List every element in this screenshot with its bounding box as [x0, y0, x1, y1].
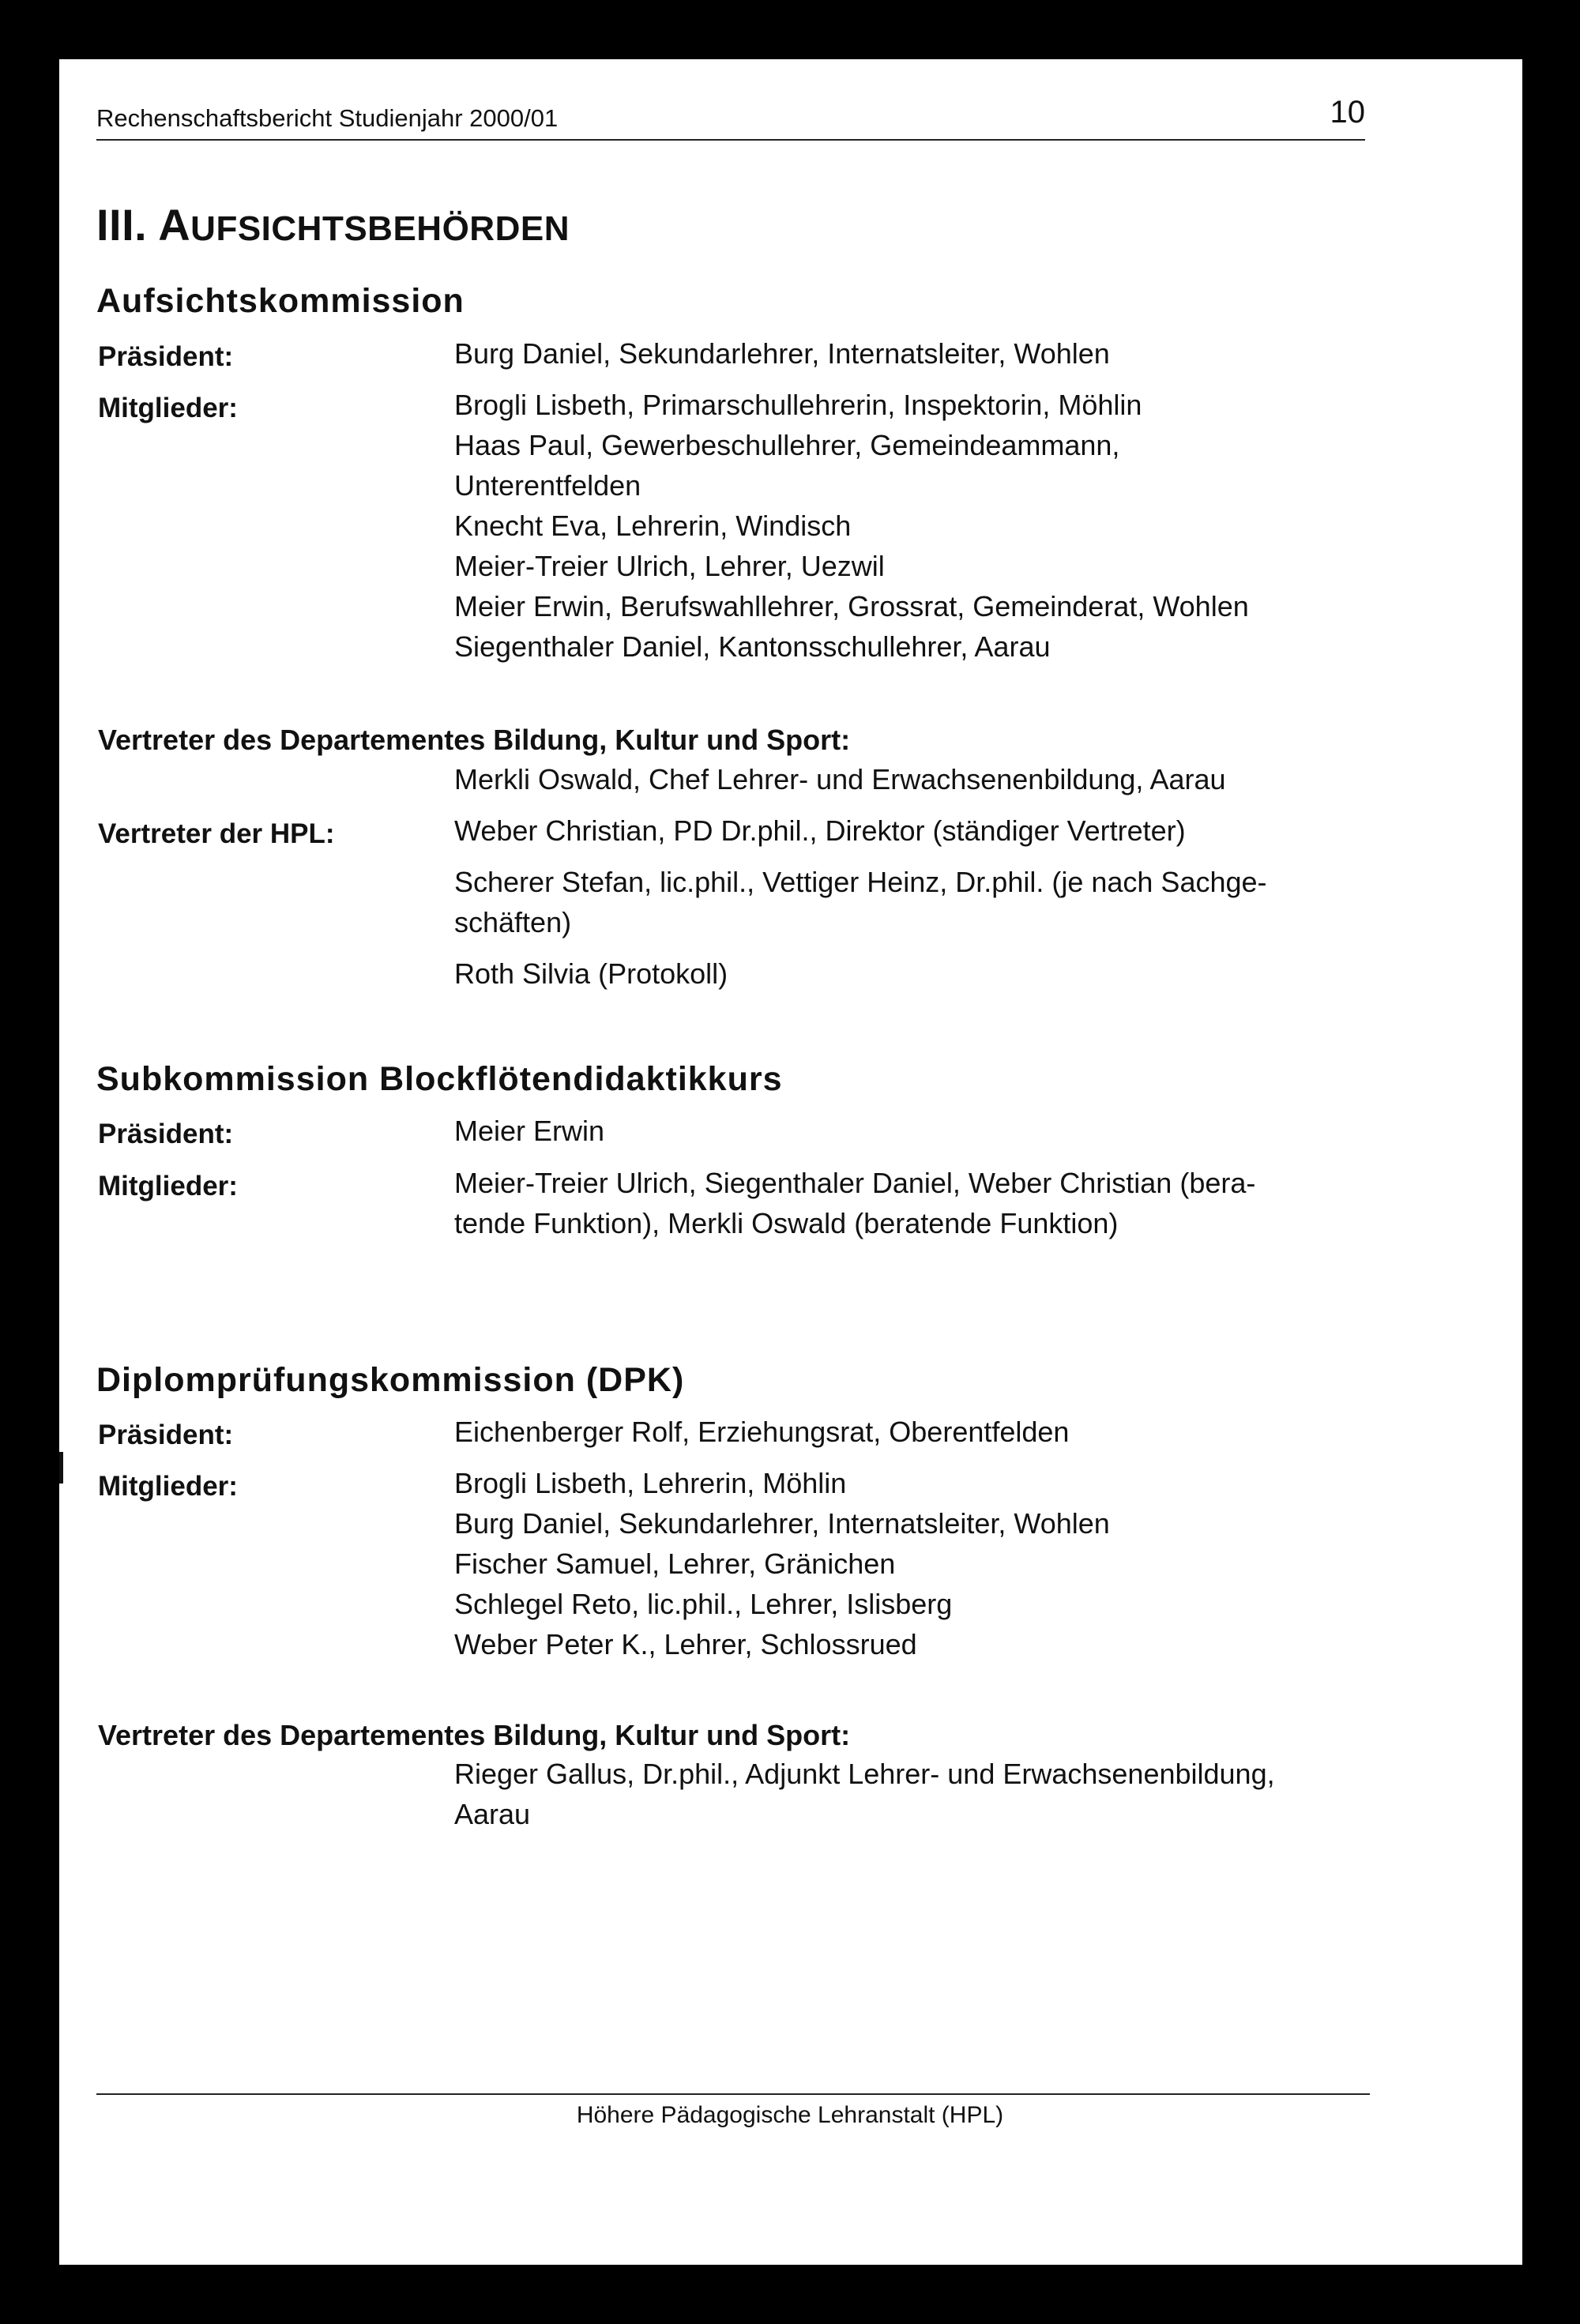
president-value — [454, 1412, 1371, 1452]
member-entry: Knecht Eva, Lehrerin, Windisch — [454, 510, 852, 542]
members-label: Mitglieder: — [98, 1171, 238, 1201]
member-entry: Meier Erwin, Berufswahllehrer, Grossrat, Gemeinderat, Wohlen — [454, 590, 1249, 622]
president-name: Burg Daniel, Sekundarlehrer, Internatsleiter, Wohlen — [454, 337, 1110, 370]
member-entry: Weber Peter K., Lehrer, Schlossrued — [454, 1628, 917, 1660]
section-heading-aufsichtskommission: Aufsichtskommission — [96, 282, 465, 320]
member-entry: Haas Paul, Gewerbeschullehrer, Gemeindeammann, — [454, 429, 1120, 461]
president-label: Präsident: — [98, 341, 234, 372]
hpl-rep-value-2 — [454, 862, 1371, 942]
president-name: Eichenberger Rolf, Erziehungsrat, Oberentfelden — [454, 1416, 1070, 1448]
department-rep-value — [454, 759, 1371, 799]
member-entry: Schlegel Reto, lic.phil., Lehrer, Islisberg — [454, 1588, 953, 1620]
department-rep-name: Rieger Gallus, Dr.phil., Adjunkt Lehrer- und Erwachsenenbildung, — [454, 1758, 1275, 1790]
members-list — [454, 1463, 1371, 1664]
members-list — [454, 1163, 1371, 1243]
member-entry: Brogli Lisbeth, Lehrerin, Möhlin — [454, 1467, 847, 1499]
footer-rule — [96, 2093, 1370, 2095]
section-heading-subkommission: Subkommission Blockflötendidaktikkurs — [96, 1060, 783, 1098]
members-list — [454, 385, 1371, 667]
member-entry: Brogli Lisbeth, Primarschullehrerin, Inspektorin, Möhlin — [454, 389, 1142, 421]
department-rep-label: Vertreter des Departementes Bildung, Kultur und Sport: — [98, 1719, 851, 1751]
members-label: Mitglieder: — [98, 393, 238, 423]
president-label: Präsident: — [98, 1420, 234, 1450]
hpl-rep-label: Vertreter der HPL: — [98, 818, 335, 849]
members-label: Mitglieder: — [98, 1471, 238, 1502]
report-title: Rechenschaftsbericht Studienjahr 2000/01 — [96, 104, 559, 132]
member-entry: Fischer Samuel, Lehrer, Gränichen — [454, 1547, 896, 1580]
running-header — [96, 95, 1365, 141]
hpl-rep-entry: schäften) — [454, 906, 572, 938]
chapter-initial: A — [158, 200, 191, 250]
hpl-rep-value-3 — [454, 953, 1371, 994]
footer-institution: Höhere Pädagogische Lehranstalt (HPL) — [576, 2102, 1004, 2128]
member-entry: Unterentfelden — [454, 469, 641, 502]
hpl-rep-entry: Scherer Stefan, lic.phil., Vettiger Heinz, Dr.phil. (je nach Sachge- — [454, 866, 1267, 898]
page-number: 10 — [1330, 95, 1365, 130]
chapter-heading — [96, 199, 570, 250]
department-rep-name: Aarau — [454, 1798, 531, 1830]
president-label: Präsident: — [98, 1119, 234, 1149]
president-name: Meier Erwin — [454, 1115, 605, 1147]
hpl-rep-entry: Weber Christian, PD Dr.phil., Direktor (ständiger Vertreter) — [454, 814, 1186, 847]
department-rep-value — [454, 1754, 1371, 1834]
department-rep-label: Vertreter des Departementes Bildung, Kultur und Sport: — [98, 724, 851, 756]
president-value — [454, 333, 1371, 374]
member-entry: Meier-Treier Ulrich, Lehrer, Uezwil — [454, 550, 885, 582]
hpl-rep-entry: Roth Silvia (Protokoll) — [454, 957, 728, 990]
member-entry: Burg Daniel, Sekundarlehrer, Internatsleiter, Wohlen — [454, 1507, 1110, 1540]
member-entry: Siegenthaler Daniel, Kantonsschullehrer, Aarau — [454, 630, 1051, 663]
section-heading-dpk: Diplomprüfungskommission (DPK) — [96, 1361, 685, 1399]
member-entry: tende Funktion), Merkli Oswald (beratende Funktion) — [454, 1207, 1119, 1239]
hpl-rep-value — [454, 810, 1371, 851]
scan-margin-mark — [59, 1452, 63, 1484]
president-value — [454, 1111, 1371, 1151]
chapter-title-rest: UFSICHTSBEHÖRDEN — [190, 209, 570, 248]
member-entry: Meier-Treier Ulrich, Siegenthaler Daniel, Weber Christian (bera- — [454, 1167, 1256, 1199]
department-rep-name: Merkli Oswald, Chef Lehrer- und Erwachsenenbildung, Aarau — [454, 763, 1226, 795]
chapter-numeral: III. — [96, 200, 148, 250]
